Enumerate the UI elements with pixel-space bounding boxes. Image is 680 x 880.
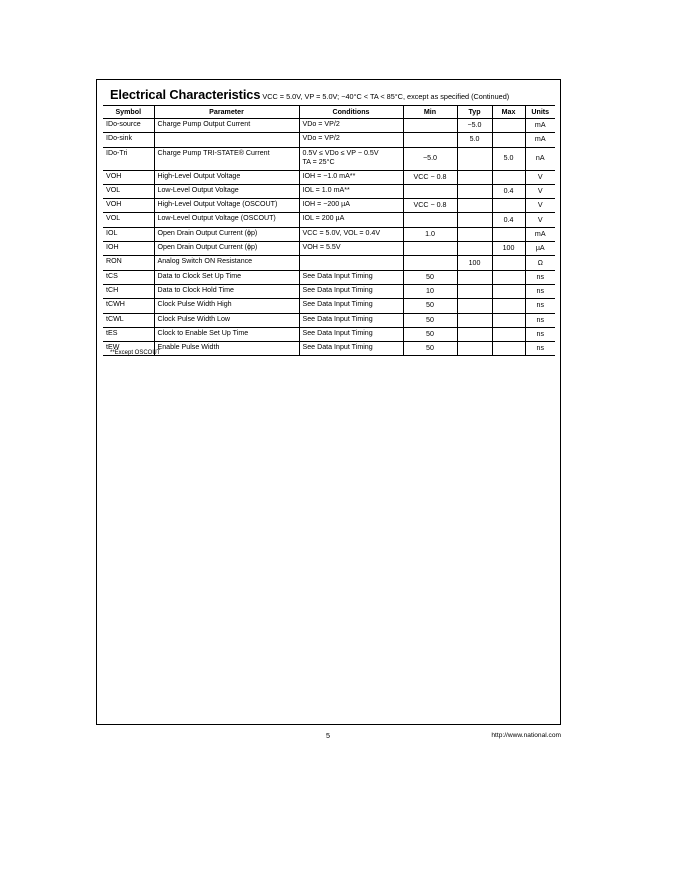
parameter-cell: High-Level Output Voltage: [154, 170, 299, 184]
page-number: 5: [326, 731, 330, 740]
min-cell: [403, 184, 457, 198]
units-cell: mA: [525, 227, 555, 241]
typ-cell: [457, 199, 492, 213]
page-url: http://www.national.com: [491, 732, 561, 739]
parameter-cell: [154, 133, 299, 147]
parameter-cell: Data to Clock Hold Time: [154, 284, 299, 298]
symbol-cell: tCWL: [103, 313, 154, 327]
units-cell: ns: [525, 299, 555, 313]
table-row: [103, 170, 555, 184]
symbol-cell: IOL: [103, 227, 154, 241]
column-header: Conditions: [299, 106, 403, 119]
conditions-cell: [299, 256, 403, 270]
conditions-cell: VCC = 5.0V, VOL = 0.4V: [299, 227, 403, 241]
units-cell: V: [525, 170, 555, 184]
table-row: [103, 227, 555, 241]
units-cell: mA: [525, 119, 555, 133]
min-cell: 50: [403, 342, 457, 356]
min-cell: 50: [403, 313, 457, 327]
column-header: Units: [525, 106, 555, 119]
table-row: [103, 270, 555, 284]
symbol-cell: IDo-sink: [103, 133, 154, 147]
table-row: [103, 299, 555, 313]
parameter-cell: Open Drain Output Current (ϕp): [154, 227, 299, 241]
typ-cell: −5.0: [457, 119, 492, 133]
section-conditions: VCC = 5.0V, VP = 5.0V; −40°C < TA < 85°C, except as specified (Continued): [262, 92, 510, 101]
table-body: [103, 119, 555, 356]
min-cell: 50: [403, 327, 457, 341]
symbol-cell: VOH: [103, 199, 154, 213]
conditions-cell: See Data Input Timing: [299, 327, 403, 341]
min-cell: [403, 256, 457, 270]
typ-cell: [457, 227, 492, 241]
table-row: [103, 342, 555, 356]
units-cell: V: [525, 184, 555, 198]
min-cell: [403, 119, 457, 133]
units-cell: ns: [525, 284, 555, 298]
conditions-cell: [299, 147, 403, 170]
max-cell: 0.4: [492, 213, 525, 227]
conditions-line: TA = 25°C: [302, 157, 335, 166]
units-cell: µA: [525, 242, 555, 256]
table-row: [103, 327, 555, 341]
typ-cell: [457, 342, 492, 356]
column-header: Symbol: [103, 106, 154, 119]
conditions-cell: IOH = −1.0 mA**: [299, 170, 403, 184]
conditions-cell: VOH = 5.5V: [299, 242, 403, 256]
table-row: [103, 213, 555, 227]
units-cell: Ω: [525, 256, 555, 270]
units-cell: mA: [525, 133, 555, 147]
parameter-cell: Open Drain Output Current (ϕp): [154, 242, 299, 256]
symbol-cell: RON: [103, 256, 154, 270]
typ-cell: [457, 147, 492, 170]
table-row: [103, 133, 555, 147]
parameter-cell: Low-Level Output Voltage (OSCOUT): [154, 213, 299, 227]
symbol-cell: tEW: [103, 342, 154, 356]
parameter-cell: Enable Pulse Width: [154, 342, 299, 356]
parameter-cell: Clock Pulse Width Low: [154, 313, 299, 327]
conditions-cell: See Data Input Timing: [299, 299, 403, 313]
symbol-cell: tES: [103, 327, 154, 341]
max-cell: [492, 342, 525, 356]
column-header: Min: [403, 106, 457, 119]
table-row: [103, 199, 555, 213]
conditions-cell: See Data Input Timing: [299, 313, 403, 327]
conditions-cell: VDo = VP/2: [299, 119, 403, 133]
conditions-line: 0.5V ≤ VDo ≤ VP − 0.5V: [302, 148, 379, 157]
min-cell: 50: [403, 299, 457, 313]
max-cell: [492, 256, 525, 270]
table-row: [103, 147, 555, 170]
parameter-cell: Charge Pump TRI-STATE® Current: [154, 147, 299, 170]
units-cell: nA: [525, 147, 555, 170]
conditions-cell: VDo = VP/2: [299, 133, 403, 147]
table-header-row: [103, 106, 555, 119]
units-cell: ns: [525, 327, 555, 341]
typ-cell: [457, 170, 492, 184]
max-cell: [492, 299, 525, 313]
table-row: [103, 256, 555, 270]
parameter-cell: Low-Level Output Voltage: [154, 184, 299, 198]
max-cell: [492, 199, 525, 213]
symbol-cell: tCH: [103, 284, 154, 298]
conditions-cell: See Data Input Timing: [299, 284, 403, 298]
parameter-cell: Analog Switch ON Resistance: [154, 256, 299, 270]
typ-cell: [457, 184, 492, 198]
column-header: Parameter: [154, 106, 299, 119]
units-cell: V: [525, 199, 555, 213]
column-header: Max: [492, 106, 525, 119]
symbol-cell: tCS: [103, 270, 154, 284]
symbol-cell: IDo-Tri: [103, 147, 154, 170]
conditions-cell: See Data Input Timing: [299, 342, 403, 356]
symbol-cell: VOH: [103, 170, 154, 184]
min-cell: [403, 213, 457, 227]
max-cell: [492, 170, 525, 184]
table-row: [103, 313, 555, 327]
max-cell: [492, 270, 525, 284]
units-cell: ns: [525, 342, 555, 356]
typ-cell: [457, 299, 492, 313]
max-cell: [492, 327, 525, 341]
units-cell: ns: [525, 313, 555, 327]
typ-cell: [457, 213, 492, 227]
min-cell: 1.0: [403, 227, 457, 241]
max-cell: [492, 313, 525, 327]
parameter-cell: Data to Clock Set Up Time: [154, 270, 299, 284]
min-cell: VCC − 0.8: [403, 170, 457, 184]
table-row: [103, 119, 555, 133]
min-cell: [403, 133, 457, 147]
units-cell: ns: [525, 270, 555, 284]
min-cell: 10: [403, 284, 457, 298]
conditions-cell: IOL = 200 µA: [299, 213, 403, 227]
table-row: [103, 184, 555, 198]
typ-cell: [457, 313, 492, 327]
symbol-cell: tCWH: [103, 299, 154, 313]
section-title: Electrical Characteristics: [110, 87, 261, 102]
table-row: [103, 284, 555, 298]
max-cell: [492, 227, 525, 241]
parameter-cell: Clock to Enable Set Up Time: [154, 327, 299, 341]
max-cell: [492, 284, 525, 298]
max-cell: [492, 119, 525, 133]
symbol-cell: VOL: [103, 184, 154, 198]
min-cell: 50: [403, 270, 457, 284]
section-heading: [110, 88, 509, 104]
table-row: [103, 242, 555, 256]
min-cell: −5.0: [403, 147, 457, 170]
units-cell: V: [525, 213, 555, 227]
symbol-cell: IOH: [103, 242, 154, 256]
max-cell: 5.0: [492, 147, 525, 170]
conditions-cell: IOH = −200 µA: [299, 199, 403, 213]
conditions-cell: See Data Input Timing: [299, 270, 403, 284]
parameter-cell: Charge Pump Output Current: [154, 119, 299, 133]
min-cell: VCC − 0.8: [403, 199, 457, 213]
typ-cell: 5.0: [457, 133, 492, 147]
max-cell: 100: [492, 242, 525, 256]
typ-cell: [457, 327, 492, 341]
min-cell: [403, 242, 457, 256]
column-header: Typ: [457, 106, 492, 119]
typ-cell: [457, 270, 492, 284]
typ-cell: 100: [457, 256, 492, 270]
max-cell: [492, 133, 525, 147]
page-frame: [96, 79, 561, 725]
parameter-cell: Clock Pulse Width High: [154, 299, 299, 313]
typ-cell: [457, 242, 492, 256]
typ-cell: [457, 284, 492, 298]
footnote: **Except OSCOUT: [110, 350, 161, 356]
parameter-cell: High-Level Output Voltage (OSCOUT): [154, 199, 299, 213]
conditions-cell: IOL = 1.0 mA**: [299, 184, 403, 198]
max-cell: 0.4: [492, 184, 525, 198]
symbol-cell: IDo-source: [103, 119, 154, 133]
electrical-characteristics-table: [103, 105, 555, 356]
symbol-cell: VOL: [103, 213, 154, 227]
